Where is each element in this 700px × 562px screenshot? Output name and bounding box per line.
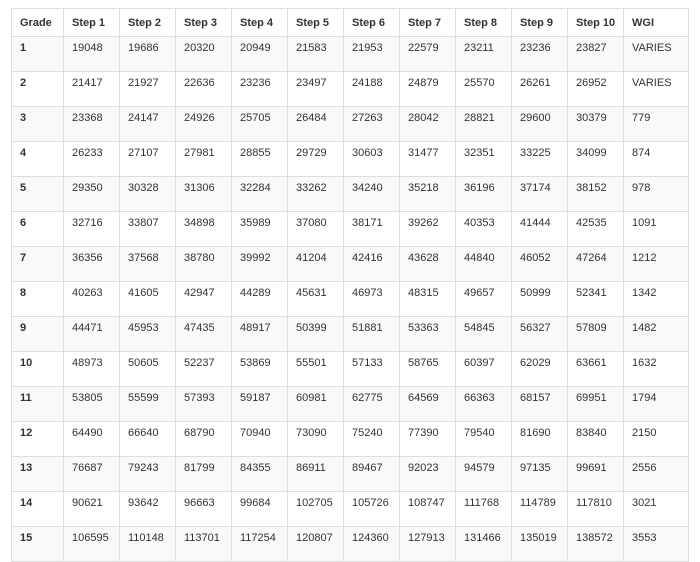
step-cell: 45631 (288, 282, 344, 317)
step-cell: 30603 (344, 142, 400, 177)
grade-cell: 7 (12, 247, 64, 282)
step-cell: 27981 (176, 142, 232, 177)
step-cell: 94579 (456, 457, 512, 492)
wgi-cell: 2150 (624, 422, 689, 457)
step-cell: 92023 (400, 457, 456, 492)
table-row (12, 37, 689, 72)
step-cell: 20949 (232, 37, 288, 72)
step-cell: 70940 (232, 422, 288, 457)
table-row (12, 422, 689, 457)
step-cell: 23236 (232, 72, 288, 107)
grade-cell: 2 (12, 72, 64, 107)
step-cell: 46973 (344, 282, 400, 317)
step-cell: 36196 (456, 177, 512, 212)
step-cell: 44840 (456, 247, 512, 282)
step-cell: 102705 (288, 492, 344, 527)
wgi-cell: 1632 (624, 352, 689, 387)
grade-cell: 11 (12, 387, 64, 422)
grade-cell: 1 (12, 37, 64, 72)
step-cell: 83840 (568, 422, 624, 457)
column-header-wgi: WGI (624, 9, 689, 37)
step-cell: 105726 (344, 492, 400, 527)
table-row (12, 142, 689, 177)
step-cell: 79540 (456, 422, 512, 457)
step-cell: 120807 (288, 527, 344, 562)
step-cell: 89467 (344, 457, 400, 492)
step-cell: 42535 (568, 212, 624, 247)
step-cell: 81799 (176, 457, 232, 492)
step-cell: 69951 (568, 387, 624, 422)
step-cell: 57809 (568, 317, 624, 352)
step-cell: 33807 (120, 212, 176, 247)
grade-cell: 14 (12, 492, 64, 527)
step-cell: 117254 (232, 527, 288, 562)
step-cell: 25570 (456, 72, 512, 107)
step-cell: 39262 (400, 212, 456, 247)
table-row (12, 247, 689, 282)
table-row (12, 317, 689, 352)
table-row (12, 282, 689, 317)
grade-cell: 3 (12, 107, 64, 142)
step-cell: 48315 (400, 282, 456, 317)
step-cell: 39992 (232, 247, 288, 282)
step-cell: 84355 (232, 457, 288, 492)
step-cell: 108747 (400, 492, 456, 527)
step-cell: 55599 (120, 387, 176, 422)
pay-scale-table (11, 8, 689, 562)
step-cell: 124360 (344, 527, 400, 562)
step-cell: 23497 (288, 72, 344, 107)
step-cell: 53805 (64, 387, 120, 422)
step-cell: 28821 (456, 107, 512, 142)
wgi-cell: 3021 (624, 492, 689, 527)
step-cell: 26261 (512, 72, 568, 107)
wgi-cell: 1212 (624, 247, 689, 282)
step-cell: 106595 (64, 527, 120, 562)
step-cell: 31477 (400, 142, 456, 177)
step-cell: 34099 (568, 142, 624, 177)
step-cell: 79243 (120, 457, 176, 492)
step-cell: 19048 (64, 37, 120, 72)
step-cell: 66363 (456, 387, 512, 422)
step-cell: 110148 (120, 527, 176, 562)
step-cell: 46052 (512, 247, 568, 282)
column-header-step-2: Step 2 (120, 9, 176, 37)
step-cell: 23236 (512, 37, 568, 72)
step-cell: 50605 (120, 352, 176, 387)
step-cell: 23827 (568, 37, 624, 72)
step-cell: 48917 (232, 317, 288, 352)
step-cell: 33262 (288, 177, 344, 212)
step-cell: 41444 (512, 212, 568, 247)
pay-table-container (11, 8, 688, 562)
step-cell: 21583 (288, 37, 344, 72)
step-cell: 22579 (400, 37, 456, 72)
table-body (12, 37, 689, 562)
table-row (12, 527, 689, 562)
step-cell: 64490 (64, 422, 120, 457)
step-cell: 23211 (456, 37, 512, 72)
step-cell: 99684 (232, 492, 288, 527)
step-cell: 76687 (64, 457, 120, 492)
step-cell: 37568 (120, 247, 176, 282)
table-header (12, 9, 689, 37)
step-cell: 99691 (568, 457, 624, 492)
step-cell: 30379 (568, 107, 624, 142)
step-cell: 26484 (288, 107, 344, 142)
grade-cell: 10 (12, 352, 64, 387)
step-cell: 53363 (400, 317, 456, 352)
table-row (12, 492, 689, 527)
step-cell: 51881 (344, 317, 400, 352)
step-cell: 41605 (120, 282, 176, 317)
step-cell: 28855 (232, 142, 288, 177)
step-cell: 38171 (344, 212, 400, 247)
step-cell: 36356 (64, 247, 120, 282)
step-cell: 27263 (344, 107, 400, 142)
grade-cell: 8 (12, 282, 64, 317)
step-cell: 49657 (456, 282, 512, 317)
step-cell: 111768 (456, 492, 512, 527)
step-cell: 24926 (176, 107, 232, 142)
step-cell: 24147 (120, 107, 176, 142)
step-cell: 56327 (512, 317, 568, 352)
step-cell: 33225 (512, 142, 568, 177)
step-cell: 93642 (120, 492, 176, 527)
step-cell: 90621 (64, 492, 120, 527)
step-cell: 86911 (288, 457, 344, 492)
step-cell: 68157 (512, 387, 568, 422)
column-header-step-9: Step 9 (512, 9, 568, 37)
step-cell: 135019 (512, 527, 568, 562)
step-cell: 23368 (64, 107, 120, 142)
wgi-cell: 3553 (624, 527, 689, 562)
step-cell: 42947 (176, 282, 232, 317)
step-cell: 25705 (232, 107, 288, 142)
column-header-step-6: Step 6 (344, 9, 400, 37)
step-cell: 50999 (512, 282, 568, 317)
step-cell: 44289 (232, 282, 288, 317)
step-cell: 57133 (344, 352, 400, 387)
step-cell: 97135 (512, 457, 568, 492)
step-cell: 57393 (176, 387, 232, 422)
step-cell: 29600 (512, 107, 568, 142)
step-cell: 29729 (288, 142, 344, 177)
step-cell: 34240 (344, 177, 400, 212)
step-cell: 44471 (64, 317, 120, 352)
wgi-cell: 2556 (624, 457, 689, 492)
step-cell: 38152 (568, 177, 624, 212)
step-cell: 26233 (64, 142, 120, 177)
step-cell: 50399 (288, 317, 344, 352)
step-cell: 32284 (232, 177, 288, 212)
step-cell: 52341 (568, 282, 624, 317)
grade-cell: 15 (12, 527, 64, 562)
step-cell: 43628 (400, 247, 456, 282)
step-cell: 20320 (176, 37, 232, 72)
step-cell: 24879 (400, 72, 456, 107)
wgi-cell: 1342 (624, 282, 689, 317)
table-row (12, 177, 689, 212)
step-cell: 35218 (400, 177, 456, 212)
column-header-step-7: Step 7 (400, 9, 456, 37)
step-cell: 55501 (288, 352, 344, 387)
column-header-step-1: Step 1 (64, 9, 120, 37)
step-cell: 42416 (344, 247, 400, 282)
column-header-step-3: Step 3 (176, 9, 232, 37)
header-row (12, 9, 689, 37)
step-cell: 77390 (400, 422, 456, 457)
grade-cell: 4 (12, 142, 64, 177)
step-cell: 32351 (456, 142, 512, 177)
step-cell: 41204 (288, 247, 344, 282)
step-cell: 26952 (568, 72, 624, 107)
step-cell: 28042 (400, 107, 456, 142)
wgi-cell: 978 (624, 177, 689, 212)
step-cell: 60981 (288, 387, 344, 422)
step-cell: 54845 (456, 317, 512, 352)
step-cell: 35989 (232, 212, 288, 247)
step-cell: 32716 (64, 212, 120, 247)
wgi-cell: VARIES (624, 72, 689, 107)
step-cell: 62775 (344, 387, 400, 422)
grade-cell: 5 (12, 177, 64, 212)
table-row (12, 352, 689, 387)
grade-cell: 13 (12, 457, 64, 492)
step-cell: 22636 (176, 72, 232, 107)
step-cell: 64569 (400, 387, 456, 422)
step-cell: 47264 (568, 247, 624, 282)
step-cell: 52237 (176, 352, 232, 387)
wgi-cell: 874 (624, 142, 689, 177)
table-row (12, 212, 689, 247)
step-cell: 62029 (512, 352, 568, 387)
step-cell: 30328 (120, 177, 176, 212)
step-cell: 58765 (400, 352, 456, 387)
step-cell: 40353 (456, 212, 512, 247)
grade-cell: 6 (12, 212, 64, 247)
step-cell: 38780 (176, 247, 232, 282)
step-cell: 131466 (456, 527, 512, 562)
step-cell: 68790 (176, 422, 232, 457)
step-cell: 127913 (400, 527, 456, 562)
table-row (12, 387, 689, 422)
step-cell: 29350 (64, 177, 120, 212)
step-cell: 117810 (568, 492, 624, 527)
step-cell: 59187 (232, 387, 288, 422)
step-cell: 31306 (176, 177, 232, 212)
step-cell: 113701 (176, 527, 232, 562)
wgi-cell: VARIES (624, 37, 689, 72)
step-cell: 37080 (288, 212, 344, 247)
step-cell: 81690 (512, 422, 568, 457)
grade-cell: 12 (12, 422, 64, 457)
column-header-step-10: Step 10 (568, 9, 624, 37)
column-header-grade: Grade (12, 9, 64, 37)
wgi-cell: 1794 (624, 387, 689, 422)
step-cell: 34898 (176, 212, 232, 247)
step-cell: 75240 (344, 422, 400, 457)
step-cell: 21417 (64, 72, 120, 107)
step-cell: 27107 (120, 142, 176, 177)
column-header-step-4: Step 4 (232, 9, 288, 37)
step-cell: 66640 (120, 422, 176, 457)
wgi-cell: 779 (624, 107, 689, 142)
step-cell: 96663 (176, 492, 232, 527)
column-header-step-8: Step 8 (456, 9, 512, 37)
step-cell: 138572 (568, 527, 624, 562)
step-cell: 21953 (344, 37, 400, 72)
wgi-cell: 1091 (624, 212, 689, 247)
step-cell: 37174 (512, 177, 568, 212)
step-cell: 19686 (120, 37, 176, 72)
wgi-cell: 1482 (624, 317, 689, 352)
table-row (12, 107, 689, 142)
step-cell: 24188 (344, 72, 400, 107)
table-row (12, 72, 689, 107)
step-cell: 40263 (64, 282, 120, 317)
grade-cell: 9 (12, 317, 64, 352)
step-cell: 21927 (120, 72, 176, 107)
table-row (12, 457, 689, 492)
step-cell: 60397 (456, 352, 512, 387)
column-header-step-5: Step 5 (288, 9, 344, 37)
step-cell: 73090 (288, 422, 344, 457)
step-cell: 47435 (176, 317, 232, 352)
step-cell: 48973 (64, 352, 120, 387)
step-cell: 45953 (120, 317, 176, 352)
step-cell: 63661 (568, 352, 624, 387)
step-cell: 114789 (512, 492, 568, 527)
step-cell: 53869 (232, 352, 288, 387)
